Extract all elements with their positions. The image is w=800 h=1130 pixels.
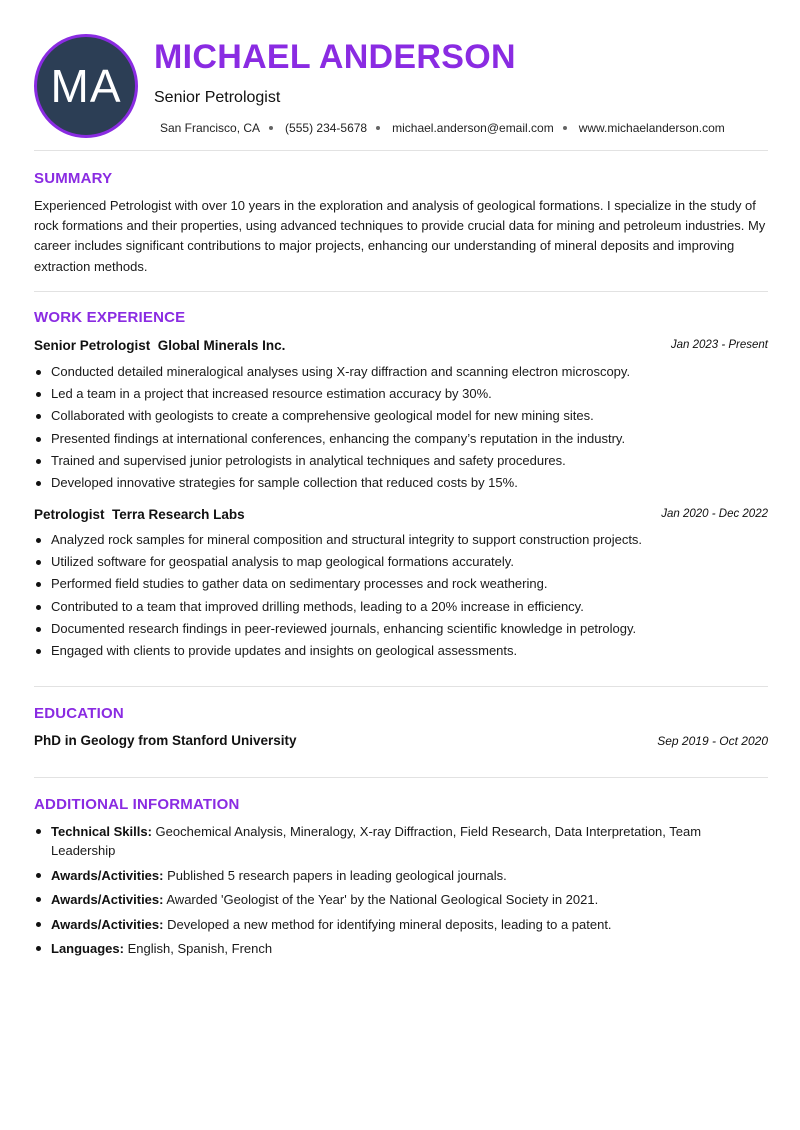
experience-heading: WORK EXPERIENCE xyxy=(34,309,186,326)
contact-email[interactable]: michael.anderson@email.com xyxy=(392,121,554,135)
list-item: Conducted detailed mineralogical analyses using X-ray diffraction and scanning electron microscopy. xyxy=(34,363,768,385)
additional-heading: ADDITIONAL INFORMATION xyxy=(34,796,240,813)
list-item xyxy=(34,866,768,885)
item-text: English, Spanish, French xyxy=(127,941,273,956)
separator-dot xyxy=(269,126,273,130)
job-header xyxy=(34,338,768,356)
job-position: Senior Petrologist xyxy=(34,338,151,353)
section-divider xyxy=(34,686,768,687)
job-bullets xyxy=(34,531,768,664)
job-company: Global Minerals Inc. xyxy=(157,338,286,353)
summary-text: Experienced Petrologist with over 10 years in the exploration and analysis of geological formations. I specialize in the study of rock formations and their properties, using advanced techniques to provide crucial data for mining and petroleum industries. My career includes significant contributions to major projects, enhancing our understanding of mineral deposits and improving extraction methods. xyxy=(34,198,766,274)
job-title xyxy=(34,338,285,353)
list-item: Developed innovative strategies for sample collection that reduced costs by 15%. xyxy=(34,474,768,496)
list-item xyxy=(34,890,768,909)
contact-info xyxy=(160,121,725,135)
job-title xyxy=(34,507,245,522)
job-header xyxy=(34,507,768,525)
job-position: Petrologist xyxy=(34,507,105,522)
list-item: Documented research findings in peer-reviewed journals, enhancing scientific knowledge in petrology. xyxy=(34,620,768,642)
job-company: Terra Research Labs xyxy=(112,507,245,522)
item-label: Awards/Activities: xyxy=(51,867,164,883)
item-label: Languages: xyxy=(51,941,124,956)
item-label: Technical Skills: xyxy=(51,824,152,839)
list-item: Led a team in a project that increased resource estimation accuracy by 30%. xyxy=(34,385,768,407)
candidate-name: MICHAEL ANDERSON xyxy=(154,38,516,76)
resume-header xyxy=(34,34,768,138)
item-label: Awards/Activities: xyxy=(51,892,164,907)
section-divider xyxy=(34,777,768,778)
avatar xyxy=(34,34,138,138)
item-text: Awarded 'Geologist of the Year' by the National Geological Society in 2021. xyxy=(166,892,599,907)
education-entry xyxy=(34,733,768,751)
separator-dot xyxy=(563,126,567,130)
item-text: Developed a new method for identifying mineral deposits, leading to a patent. xyxy=(167,916,612,932)
list-item xyxy=(34,822,768,860)
list-item: Analyzed rock samples for mineral composition and structural integrity to support construction projects. xyxy=(34,531,768,553)
education-degree: PhD in Geology from Stanford University xyxy=(34,733,297,748)
item-label: Awards/Activities: xyxy=(51,916,164,932)
list-item xyxy=(34,939,768,958)
job-dates: Jan 2020 - Dec 2022 xyxy=(661,508,768,520)
job-bullets xyxy=(34,363,768,496)
section-divider xyxy=(34,291,768,292)
item-text: Published 5 research papers in leading geological journals. xyxy=(167,867,507,883)
education-heading: EDUCATION xyxy=(34,705,124,722)
contact-phone: (555) 234-5678 xyxy=(285,121,368,135)
list-item: Trained and supervised junior petrologists in analytical techniques and safety procedures. xyxy=(34,452,768,474)
avatar-initials: MA xyxy=(50,60,122,112)
separator-dot xyxy=(376,126,380,130)
list-item: Contributed to a team that improved drilling methods, leading to a 20% increase in efficiency. xyxy=(34,598,768,620)
section-divider xyxy=(34,150,768,151)
list-item: Performed field studies to gather data on sedimentary processes and rock weathering. xyxy=(34,575,768,597)
list-item: Presented findings at international conferences, enhancing the company’s reputation in the industry. xyxy=(34,430,768,452)
contact-location: San Francisco, CA xyxy=(160,121,261,135)
list-item xyxy=(34,915,768,934)
list-item: Collaborated with geologists to create a comprehensive geological model for new mining sites. xyxy=(34,407,768,429)
list-item: Utilized software for geospatial analysis to map geological formations accurately. xyxy=(34,553,768,575)
candidate-role: Senior Petrologist xyxy=(154,89,281,106)
summary-heading: SUMMARY xyxy=(34,170,113,187)
contact-website[interactable]: www.michaelanderson.com xyxy=(578,121,725,135)
job-dates: Jan 2023 - Present xyxy=(670,339,768,351)
item-text: Geochemical Analysis, Mineralogy, X-ray Diffraction, Field Research, Data Interpretation, Team Leadership xyxy=(51,824,702,858)
education-dates: Sep 2019 - Oct 2020 xyxy=(657,734,768,748)
list-item: Engaged with clients to provide updates and insights on geological assessments. xyxy=(34,642,768,664)
additional-list xyxy=(34,822,768,964)
